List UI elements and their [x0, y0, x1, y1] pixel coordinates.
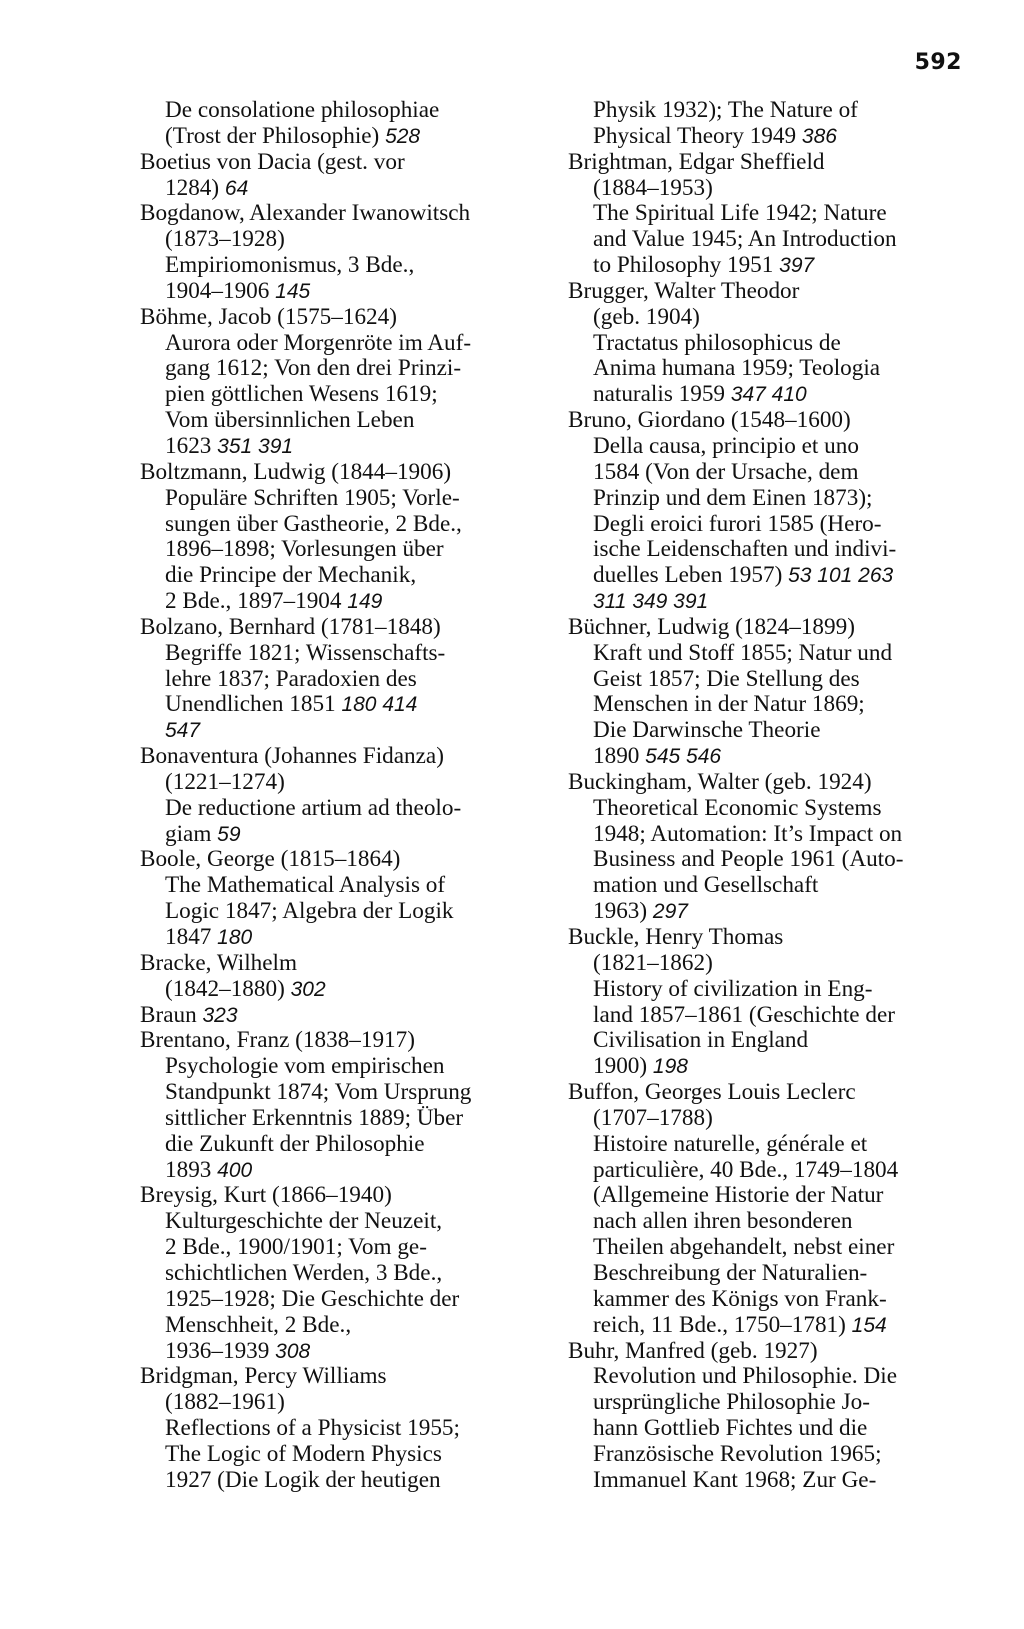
index-line	[568, 1235, 973, 1261]
index-text: Bogdanow, Alexander Iwanowitsch	[140, 200, 471, 227]
page-references: 53 101 263	[788, 564, 894, 588]
index-line	[568, 718, 973, 744]
index-entry-heading	[140, 305, 545, 331]
index-line	[568, 305, 973, 331]
index-line	[140, 253, 545, 279]
index-line	[568, 1028, 973, 1054]
index-entry-heading	[140, 744, 545, 770]
index-text: 1893	[165, 1156, 212, 1183]
index-line	[568, 1416, 973, 1442]
page-references: 297	[652, 900, 688, 924]
index-line	[568, 1132, 973, 1158]
index-entry-heading	[140, 615, 545, 641]
page-references: 347 410	[730, 383, 807, 407]
index-line	[568, 98, 973, 124]
index-text: Logic 1847; Algebra der Logik	[165, 898, 454, 925]
index-line	[140, 124, 545, 150]
index-line	[140, 873, 545, 899]
page-references: 180 414	[341, 693, 418, 717]
index-line	[568, 227, 973, 253]
index-line	[140, 1287, 545, 1313]
index-line	[140, 1468, 545, 1494]
index-line	[140, 279, 545, 305]
index-text: ische Leidenschaften und indivi-	[593, 536, 897, 563]
page-references: 545 546	[645, 745, 722, 769]
index-line	[568, 641, 973, 667]
index-line	[140, 512, 545, 538]
index-line	[140, 822, 545, 848]
index-text: The Logic of Modern Physics	[165, 1440, 442, 1467]
index-text: Brentano, Franz (1838–1917)	[140, 1027, 415, 1054]
index-line	[568, 253, 973, 279]
index-line	[568, 589, 973, 615]
index-text: Anima humana 1959; Teologia	[593, 355, 881, 382]
page-references: 351 391	[217, 434, 294, 458]
index-entry-heading	[140, 1183, 545, 1209]
index-text: Französische Revolution 1965;	[593, 1440, 882, 1467]
index-text: 1963)	[593, 898, 648, 925]
index-line	[140, 796, 545, 822]
index-line	[568, 899, 973, 925]
index-line	[568, 1364, 973, 1390]
index-text: Bracke, Wilhelm	[140, 949, 298, 976]
index-line	[568, 951, 973, 977]
index-text: De consolatione philosophiae	[165, 97, 440, 123]
index-text: 1623	[165, 432, 212, 459]
index-line	[568, 692, 973, 718]
index-column-left	[140, 98, 545, 1494]
page-references: 308	[275, 1339, 311, 1363]
index-line	[140, 1390, 545, 1416]
index-line	[140, 227, 545, 253]
index-line	[140, 1416, 545, 1442]
index-line	[568, 977, 973, 1003]
index-text: 2 Bde., 1900/1901; Vom ge-	[165, 1234, 427, 1261]
index-line	[140, 563, 545, 589]
index-text: mation und Gesellschaft	[593, 872, 819, 899]
index-text: 1904–1906	[165, 277, 270, 304]
page-references: 145	[275, 279, 311, 303]
index-text: land 1857–1861 (Geschichte der	[593, 1001, 895, 1028]
index-line	[140, 641, 545, 667]
index-text: Theilen abgehandelt, nebst einer	[593, 1234, 895, 1261]
index-text: Buckle, Henry Thomas	[568, 924, 784, 950]
index-line	[568, 512, 973, 538]
index-text: Brugger, Walter Theodor	[568, 277, 800, 304]
page-references: 154	[851, 1313, 887, 1337]
index-text: Business and People 1961 (Auto-	[593, 846, 904, 873]
index-text: 1927 (Die Logik der heutigen	[165, 1466, 441, 1493]
index-line	[140, 1235, 545, 1261]
index-text: Della causa, principio et uno	[593, 432, 859, 459]
index-line	[140, 1261, 545, 1287]
index-text: 1284)	[165, 174, 220, 201]
index-text: Revolution und Philosophie. Die	[593, 1363, 898, 1390]
index-line	[568, 124, 973, 150]
index-text: die Zukunft der Philosophie	[165, 1130, 425, 1157]
index-text: Vom übersinnlichen Leben	[165, 407, 415, 434]
index-text: (1842–1880)	[165, 975, 285, 1002]
page-references: 400	[217, 1158, 253, 1182]
page-references: 323	[202, 1003, 238, 1027]
index-text: 1890	[593, 743, 640, 770]
index-text: reich, 11 Bde., 1750–1781)	[593, 1311, 846, 1338]
index-text: Bonaventura (Johannes Fidanza)	[140, 743, 444, 770]
index-line	[568, 667, 973, 693]
index-entry-heading	[140, 847, 545, 873]
page-references: 59	[217, 822, 241, 846]
index-line	[568, 563, 973, 589]
index-text: giam	[165, 820, 212, 847]
index-text: Degli eroici furori 1585 (Hero-	[593, 510, 882, 537]
index-text: die Principe der Mechanik,	[165, 562, 417, 589]
page-references: 528	[385, 124, 421, 148]
index-text: (1882–1961)	[165, 1389, 285, 1416]
index-text: nach allen ihren besonderen	[593, 1208, 853, 1235]
index-line	[140, 770, 545, 796]
index-text: Standpunkt 1874; Vom Ursprung	[165, 1079, 472, 1106]
index-line	[140, 1054, 545, 1080]
index-text: Buckingham, Walter (geb. 1924)	[568, 768, 872, 795]
index-entry-heading	[568, 408, 973, 434]
index-line	[568, 460, 973, 486]
index-line	[140, 589, 545, 615]
index-text: and Value 1945; An Introduction	[593, 226, 897, 253]
index-text: 1936–1939	[165, 1337, 270, 1364]
page-references: 198	[652, 1055, 688, 1079]
index-text: Bolzano, Bernhard (1781–1848)	[140, 613, 441, 640]
index-text: Bridgman, Percy Williams	[140, 1363, 387, 1390]
index-line	[140, 98, 545, 124]
index-line	[568, 1003, 973, 1029]
index-entry-heading	[140, 460, 545, 486]
index-line	[568, 1106, 973, 1132]
index-text: Buhr, Manfred (geb. 1927)	[568, 1337, 818, 1364]
page-references: 386	[801, 124, 837, 148]
index-entry-heading	[568, 615, 973, 641]
index-text: kammer des Königs von Frank-	[593, 1285, 887, 1312]
index-text: Braun	[140, 1001, 197, 1028]
page-references: 149	[347, 590, 383, 614]
index-text: 2 Bde., 1897–1904	[165, 588, 342, 615]
index-line	[140, 382, 545, 408]
index-line	[140, 667, 545, 693]
index-text: History of civilization in Eng-	[593, 975, 873, 1002]
index-text: Boltzmann, Ludwig (1844–1906)	[140, 458, 452, 485]
index-line	[568, 176, 973, 202]
index-line	[140, 408, 545, 434]
index-entry-heading	[140, 150, 545, 176]
index-line	[568, 847, 973, 873]
index-line	[140, 718, 545, 744]
index-line	[568, 1054, 973, 1080]
index-text: Geist 1857; Die Stellung des	[593, 665, 860, 692]
index-text: Tractatus philosophicus de	[593, 329, 841, 356]
index-line	[568, 1442, 973, 1468]
index-line	[140, 899, 545, 925]
index-text: (1821–1862)	[593, 949, 713, 976]
index-line	[140, 1158, 545, 1184]
index-text: (1884–1953)	[593, 174, 713, 201]
index-text: pien göttlichen Wesens 1619;	[165, 381, 438, 408]
index-text: Aurora oder Morgenröte im Auf-	[165, 329, 472, 356]
index-text: to Philosophy 1951	[593, 252, 774, 279]
index-text: (geb. 1904)	[593, 303, 700, 330]
index-entry-heading	[140, 1028, 545, 1054]
index-line	[568, 537, 973, 563]
index-text: (1221–1274)	[165, 768, 285, 795]
index-line	[140, 1106, 545, 1132]
index-text: Histoire naturelle, générale et	[593, 1130, 868, 1157]
index-entry-heading	[568, 279, 973, 305]
index-line	[140, 537, 545, 563]
index-text: Empiriomonismus, 3 Bde.,	[165, 252, 415, 279]
index-text: Physik 1932); The Nature of	[593, 97, 858, 123]
index-text: 1896–1898; Vorlesungen über	[165, 536, 444, 563]
index-text: sittlicher Erkenntnis 1889; Über	[165, 1104, 464, 1131]
index-line	[568, 873, 973, 899]
index-line	[568, 356, 973, 382]
index-line	[568, 382, 973, 408]
index-text: lehre 1837; Paradoxien des	[165, 665, 417, 692]
index-line	[568, 1313, 973, 1339]
index-line	[568, 201, 973, 227]
index-text: 1584 (Von der Ursache, dem	[593, 458, 859, 485]
index-text: Kraft und Stoff 1855; Natur und	[593, 639, 893, 666]
index-text: Theoretical Economic Systems	[593, 794, 882, 821]
index-text: hann Gottlieb Fichtes und die	[593, 1415, 868, 1442]
index-text: Boole, George (1815–1864)	[140, 846, 401, 873]
index-text: naturalis 1959	[593, 381, 726, 408]
page-references: 547	[165, 719, 201, 743]
index-text: 1948; Automation: It’s Impact on	[593, 820, 903, 847]
index-text: (Allgemeine Historie der Natur	[593, 1182, 884, 1209]
index-text: Reflections of a Physicist 1955;	[165, 1415, 460, 1442]
index-text: Büchner, Ludwig (1824–1899)	[568, 613, 855, 640]
index-entry-heading	[568, 150, 973, 176]
page-number: 592	[914, 50, 962, 75]
page-references: 180	[217, 926, 253, 949]
index-text: 1925–1928; Die Geschichte der	[165, 1285, 460, 1312]
index-line	[140, 1339, 545, 1365]
index-text: Populäre Schriften 1905; Vorle-	[165, 484, 460, 511]
index-line	[568, 1209, 973, 1235]
index-text: De reductione artium ad theolo-	[165, 794, 462, 821]
index-line	[140, 925, 545, 951]
index-entry-heading	[568, 1080, 973, 1106]
index-line	[568, 1158, 973, 1184]
page-references: 64	[224, 176, 249, 200]
index-line	[568, 796, 973, 822]
index-text: 1900)	[593, 1053, 648, 1080]
index-line	[568, 744, 973, 770]
index-entry-heading	[140, 201, 545, 227]
index-text: Physical Theory 1949	[593, 122, 797, 149]
page-references: 397	[779, 254, 815, 278]
index-text: Beschreibung der Naturalien-	[593, 1259, 868, 1286]
index-text: duelles Leben 1957)	[593, 562, 783, 589]
index-line	[568, 331, 973, 357]
index-text: The Mathematical Analysis of	[165, 872, 446, 899]
index-text: Kulturgeschichte der Neuzeit,	[165, 1208, 443, 1235]
index-line	[140, 977, 545, 1003]
index-text: Prinzip und dem Einen 1873);	[593, 484, 873, 511]
index-line	[140, 1442, 545, 1468]
index-text: (1873–1928)	[165, 226, 285, 253]
index-line	[568, 822, 973, 848]
index-text: Begriffe 1821; Wissenschafts-	[165, 639, 446, 666]
index-line	[140, 1132, 545, 1158]
index-entry-heading	[568, 770, 973, 796]
page-references: 302	[290, 977, 326, 1001]
index-line	[568, 1390, 973, 1416]
index-line	[140, 434, 545, 460]
index-line	[568, 1261, 973, 1287]
index-line	[140, 692, 545, 718]
index-line	[140, 331, 545, 357]
index-text: Psychologie vom empirischen	[165, 1053, 445, 1080]
index-line	[140, 486, 545, 512]
index-text: The Spiritual Life 1942; Nature	[593, 200, 887, 227]
index-text: Bruno, Giordano (1548–1600)	[568, 407, 851, 434]
index-text: Menschheit, 2 Bde.,	[165, 1311, 352, 1338]
index-entry-heading	[140, 1364, 545, 1390]
index-text: Die Darwinsche Theorie	[593, 717, 821, 744]
index-line	[140, 1313, 545, 1339]
index-text: gang 1612; Von den drei Prinzi-	[165, 355, 462, 382]
index-entry-heading	[140, 1003, 545, 1029]
index-line	[568, 1183, 973, 1209]
index-line	[568, 434, 973, 460]
index-entry-heading	[568, 1339, 973, 1365]
index-text: Unendlichen 1851	[165, 691, 336, 718]
index-line	[568, 1468, 973, 1494]
index-text: schichtlichen Werden, 3 Bde.,	[165, 1259, 443, 1286]
index-text: Brightman, Edgar Sheffield	[568, 148, 825, 175]
index-line	[140, 1209, 545, 1235]
index-text: Breysig, Kurt (1866–1940)	[140, 1182, 392, 1209]
index-line	[568, 1287, 973, 1313]
index-text: Buffon, Georges Louis Leclerc	[568, 1079, 856, 1106]
index-text: Boetius von Dacia (gest. vor	[140, 148, 405, 175]
index-text: Immanuel Kant 1968; Zur Ge-	[593, 1466, 877, 1493]
index-entry-heading	[568, 925, 973, 951]
page-references: 311 349 391	[593, 590, 709, 614]
index-text: (1707–1788)	[593, 1104, 713, 1131]
index-text: particulière, 40 Bde., 1749–1804	[593, 1156, 899, 1183]
index-text: Böhme, Jacob (1575–1624)	[140, 303, 397, 330]
index-line	[140, 176, 545, 202]
index-text: 1847	[165, 924, 212, 950]
index-text: ursprüngliche Philosophie Jo-	[593, 1389, 870, 1416]
index-line	[568, 486, 973, 512]
index-line	[140, 1080, 545, 1106]
index-text: Civilisation in England	[593, 1027, 809, 1054]
index-entry-heading	[140, 951, 545, 977]
index-text: Menschen in der Natur 1869;	[593, 691, 865, 718]
index-text: (Trost der Philosophie)	[165, 122, 380, 149]
index-line	[140, 356, 545, 382]
index-text: sungen über Gastheorie, 2 Bde.,	[165, 510, 462, 537]
index-column-right	[568, 98, 973, 1494]
